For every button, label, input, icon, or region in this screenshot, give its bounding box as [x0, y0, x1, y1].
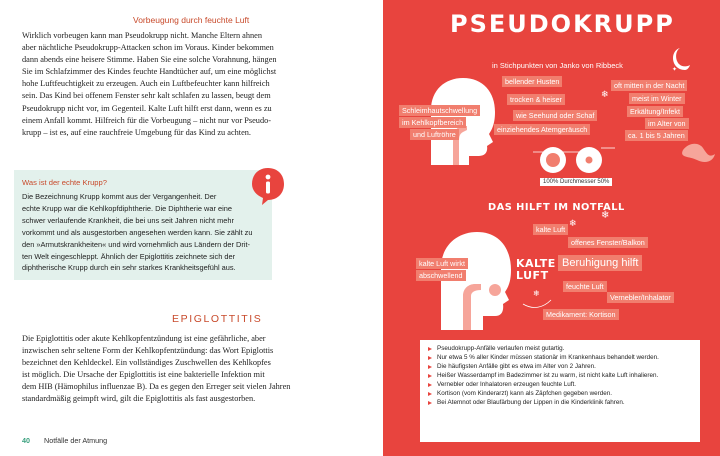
- epiglottitis-paragraph: [22, 333, 340, 406]
- text-line: Sie im Schlafzimmer des Kindes feuchte Handtücher auf, um eine möglichst: [22, 67, 277, 77]
- timing-tag: meist im Winter: [629, 93, 685, 104]
- text-line: vorkommt und als ausgestorben angesehen werden kann. Sie zählt zu: [22, 227, 253, 237]
- text-line: krupp – ist es, auf eine rauchfreie Umgebung für das Kind zu achten.: [22, 127, 252, 137]
- timing-tag: oft mitten in der Nacht: [611, 80, 687, 91]
- text-line: dann abends eine heisere Stimme. Haben Sie eine solche Vorahnung, hängen: [22, 55, 277, 65]
- help-tag: offenes Fenster/Balkon: [568, 237, 648, 248]
- text-line: sein. Das Kind bei offenem Fenster sehr kalt schlafen zu lassen, beugt dem: [22, 91, 271, 101]
- infographic-subtitle: in Stichpunkten von Janko von Ribbeck: [492, 61, 623, 70]
- text-line: den »Armutskrankheiten« und wird vornehmlich aus Ländern der Drit-: [22, 239, 250, 249]
- prevention-paragraph: [22, 30, 340, 139]
- text-line: einem Anfall kommt. Hilfreich für die Vorbeugung – nicht nur vor Pseudo-: [22, 115, 272, 125]
- symptom-tag: einziehendes Atemgeräusch: [494, 124, 590, 135]
- list-item: Bei Atemnot oder Blaufärbung der Lippen in die Kinderklinik fahren.: [428, 399, 668, 408]
- list-item: Nur etwa 5 % aller Kinder müssen stationär im Krankenhaus behandelt werden.: [428, 354, 668, 363]
- help-title: DAS HILFT IM NOTFALL: [488, 202, 625, 213]
- text-line: Die Epiglottitis oder akute Kehlkopfentzündung ist eine gefährliche, aber: [22, 334, 266, 343]
- symptom-tag: bellender Husten: [502, 76, 562, 87]
- text-line: hohe Luftfeuchtigkeit zu erzeugen. Auch ein Luftbefeuchter kann hilfreich: [22, 79, 270, 89]
- seal-icon: [682, 144, 715, 162]
- diameter-label: 100% Durchmesser 50%: [540, 178, 612, 186]
- info-box-text: [22, 191, 258, 274]
- text-line: Pseudokrupp nicht vor, im Gegenteil. Kalte Luft hilft erst dann, wenn es zu: [22, 103, 272, 113]
- snowflake-icon: ❄: [601, 89, 609, 99]
- kalte-luft-word: LUFT: [516, 269, 549, 282]
- timing-tag: Erkältung/Infekt: [627, 106, 683, 117]
- symptom-tag: im Kehlkopfbereich: [399, 117, 466, 128]
- help-tag-large: Beruhigung hilft: [558, 255, 642, 271]
- symptom-tag: und Luftröhre: [410, 129, 459, 140]
- help-tag: kalte Luft wirkt: [416, 258, 468, 269]
- symptom-tag: Schleimhautschwellung: [399, 105, 480, 116]
- chapter-name: Notfälle der Atmung: [44, 436, 108, 445]
- snowflake-icon: ❄: [569, 218, 577, 228]
- text-line: Wirklich vorbeugen kann man Pseudokrupp nicht. Manche Eltern ahnen: [22, 31, 262, 40]
- list-item: Pseudokrupp-Anfälle verlaufen meist gutartig.: [428, 345, 668, 354]
- symptom-tag: wie Seehund oder Schaf: [513, 110, 597, 121]
- page-number: 40: [22, 436, 30, 445]
- text-line: schwer verlaufende Krankheit, die bei uns seit Jahren nicht mehr: [22, 215, 234, 225]
- help-tag: feuchte Luft: [563, 281, 607, 292]
- snowflake-icon: ✦: [672, 67, 678, 73]
- list-item: Vernebler oder Inhalatoren erzeugen feuchte Luft.: [428, 381, 668, 390]
- timing-tag: ca. 1 bis 5 Jahren: [625, 130, 688, 141]
- text-line: ten Welt eingeschleppt. Ähnlich der Epiglottitis zeichnete sich der: [22, 251, 236, 261]
- text-line: Die Bezeichnung Krupp kommt aus der Vergangenheit. Der: [22, 192, 217, 201]
- help-tag: abschwellend: [416, 270, 466, 281]
- list-item: Kortison (vom Kinderarzt) kann als Zäpfchen gegeben werden.: [428, 390, 668, 399]
- text-line: bezeichnet den Kehldeckel. Ein vollständiges Zuschwellen des Kehlkopfes: [22, 358, 271, 368]
- text-line: diphtherische Krupp durch ein sehr starkes Krankheitsgefühl aus.: [22, 263, 236, 273]
- head-silhouette-icon: [441, 232, 511, 330]
- airway-open-icon: [489, 284, 501, 296]
- kalte-luft-word: KALTE: [516, 257, 556, 270]
- text-line: inzwischen sehr seltene Form der Kehlkopfentzündung: das Wort Epiglottis: [22, 346, 274, 356]
- symptom-tag: trocken & heiser: [507, 94, 565, 105]
- text-line: echte Krupp war die Kehlkopfdiphtherie. Die Diphtherie war eine: [22, 203, 232, 213]
- text-line: dem HIB (Hämophilus influenzae B). Da es gegen den Erreger seit vielen Jahren: [22, 382, 291, 392]
- info-icon: [250, 166, 286, 206]
- text-line: ist möglich. Die Ursache der Epiglottitis ist eine bakterielle Infektion mit: [22, 370, 265, 380]
- kalte-luft-label: [516, 258, 556, 282]
- text-line: aber nächtliche Pseudokrupp-Attacken schon im Voraus. Kinder bekommen: [22, 43, 274, 53]
- help-tag: kalte Luft: [533, 224, 568, 235]
- list-item: Die häufigsten Anfälle gibt es etwa im Alter von 2 Jahren.: [428, 363, 668, 372]
- facts-list: [428, 345, 668, 408]
- section-heading: Vorbeugung durch feuchte Luft: [133, 15, 250, 25]
- help-tag: Vernebler/Inhalator: [607, 292, 674, 303]
- info-box-title: Was ist der echte Krupp?: [22, 178, 107, 187]
- page-footer: [22, 436, 107, 445]
- timing-tag: im Alter von: [645, 118, 689, 129]
- epiglottitis-title: EPIGLOTTITIS: [172, 313, 263, 325]
- text-line: standardmäßig geimpft wird, gilt die Epiglottitis als fast ausgestorben.: [22, 394, 256, 404]
- help-tag: Medikament: Kortison: [543, 309, 619, 320]
- infographic-title: PSEUDOKRUPP: [450, 10, 675, 38]
- snowflake-icon: ❄: [533, 289, 540, 298]
- list-item: Heißer Wasserdampf im Badezimmer ist zu warm, ist nicht kalte Luft inhalieren.: [428, 372, 668, 381]
- snowflake-icon: ❄: [601, 210, 610, 221]
